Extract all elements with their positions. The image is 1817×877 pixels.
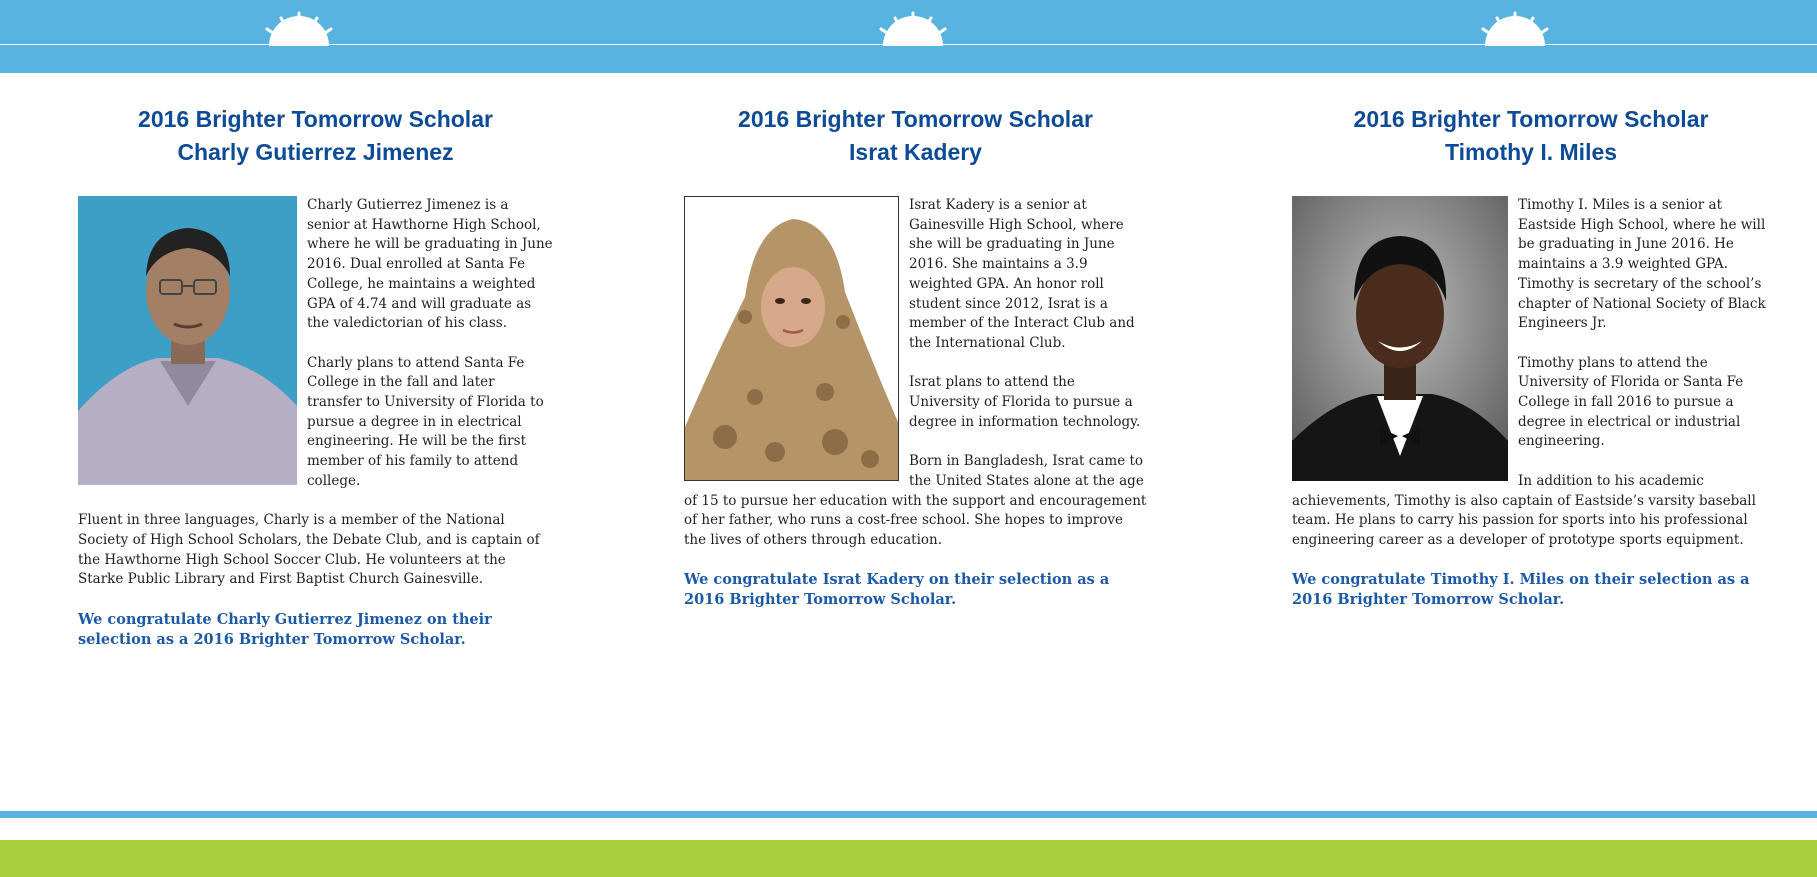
scholar-column-2	[684, 103, 1147, 630]
scholar-bio	[684, 196, 1147, 610]
congratulations-text: We congratulate Timothy I. Miles on their selection as a 2016 Brighter Tomorrow Scholar.	[1292, 571, 1750, 609]
scholar-heading	[684, 103, 1147, 169]
scholar-column-3	[1292, 103, 1770, 630]
bio-paragraph: Born in Bangladesh, Israt came to the United States alone at the age of 15 to pursue her education with the support and encouragement of her father, who runs a cost-free school. She hopes to improve the lives of others through education.	[684, 453, 1147, 548]
heading-label: 2016 Brighter Tomorrow Scholar	[1353, 106, 1709, 132]
sun-icon	[1475, 10, 1555, 46]
bio-paragraph: Israt plans to attend the University of Florida to pursue a degree in information technology.	[909, 374, 1141, 430]
scholar-heading	[1292, 103, 1770, 169]
scholar-photo	[1292, 196, 1508, 481]
scholar-bio	[1292, 196, 1770, 610]
bio-paragraph: Israt Kadery is a senior at Gainesville High School, where she will be graduating in June 2016. She maintains a 3.9 weighted GPA. An honor roll student since 2012, Israt is a member of the Interact Club and the International Club.	[909, 197, 1135, 351]
bio-paragraph: In addition to his academic achievements, Timothy is also captain of Eastside’s varsity baseball team. He plans to carry his passion for sports into his professional engineering career as a developer of prototype sports equipment.	[1292, 472, 1756, 548]
scholar-photo	[684, 196, 899, 481]
scholar-name: Charly Gutierrez Jimenez	[177, 139, 454, 165]
scholar-heading	[78, 103, 553, 169]
congratulations-text: We congratulate Israt Kadery on their selection as a 2016 Brighter Tomorrow Scholar.	[684, 571, 1110, 609]
footer-green-band	[0, 840, 1817, 877]
heading-label: 2016 Brighter Tomorrow Scholar	[138, 106, 493, 132]
bio-paragraph: Timothy I. Miles is a senior at Eastside High School, where he will be graduating in June 2016. He maintains a 3.9 weighted GPA. Timothy is secretary of the school’s chapter of National Society of Black Engineers Jr.	[1518, 197, 1766, 332]
scholar-bio	[78, 196, 553, 650]
scholar-name: Timothy I. Miles	[1444, 139, 1618, 165]
bio-paragraph: Charly plans to attend Santa Fe College in the fall and later transfer to University of Florida to pursue a degree in in electrical engineering. He will be the first member of his family to attend college.	[307, 354, 544, 489]
scholar-photo	[78, 196, 297, 485]
heading-label: 2016 Brighter Tomorrow Scholar	[738, 106, 1093, 132]
bio-paragraph: Fluent in three languages, Charly is a member of the National Society of High School Scholars, the Debate Club, and is captain of the Hawthorne High School Soccer Club. He volunteers at the Starke Public Library and First Baptist Church Gainesville.	[78, 512, 540, 588]
scholar-column-1	[78, 103, 553, 669]
sun-icon	[259, 10, 339, 46]
sun-icon	[873, 10, 953, 46]
congratulations-text: We congratulate Charly Gutierrez Jimenez on their selection as a 2016 Brighter Tomorrow Scholar.	[78, 610, 492, 648]
footer-blue-stripe	[0, 811, 1817, 818]
scholar-name: Israt Kadery	[849, 139, 982, 165]
bio-paragraph: Charly Gutierrez Jimenez is a senior at Hawthorne High School, where he will be graduating in June 2016. Dual enrolled at Santa Fe College, he maintains a weighted GPA of 4.74 and will graduate as the valedictorian of his class.	[307, 197, 553, 332]
bio-paragraph: Timothy plans to attend the University of Florida or Santa Fe College in fall 2016 to pursue a degree in electrical or industrial engineering.	[1518, 354, 1744, 450]
